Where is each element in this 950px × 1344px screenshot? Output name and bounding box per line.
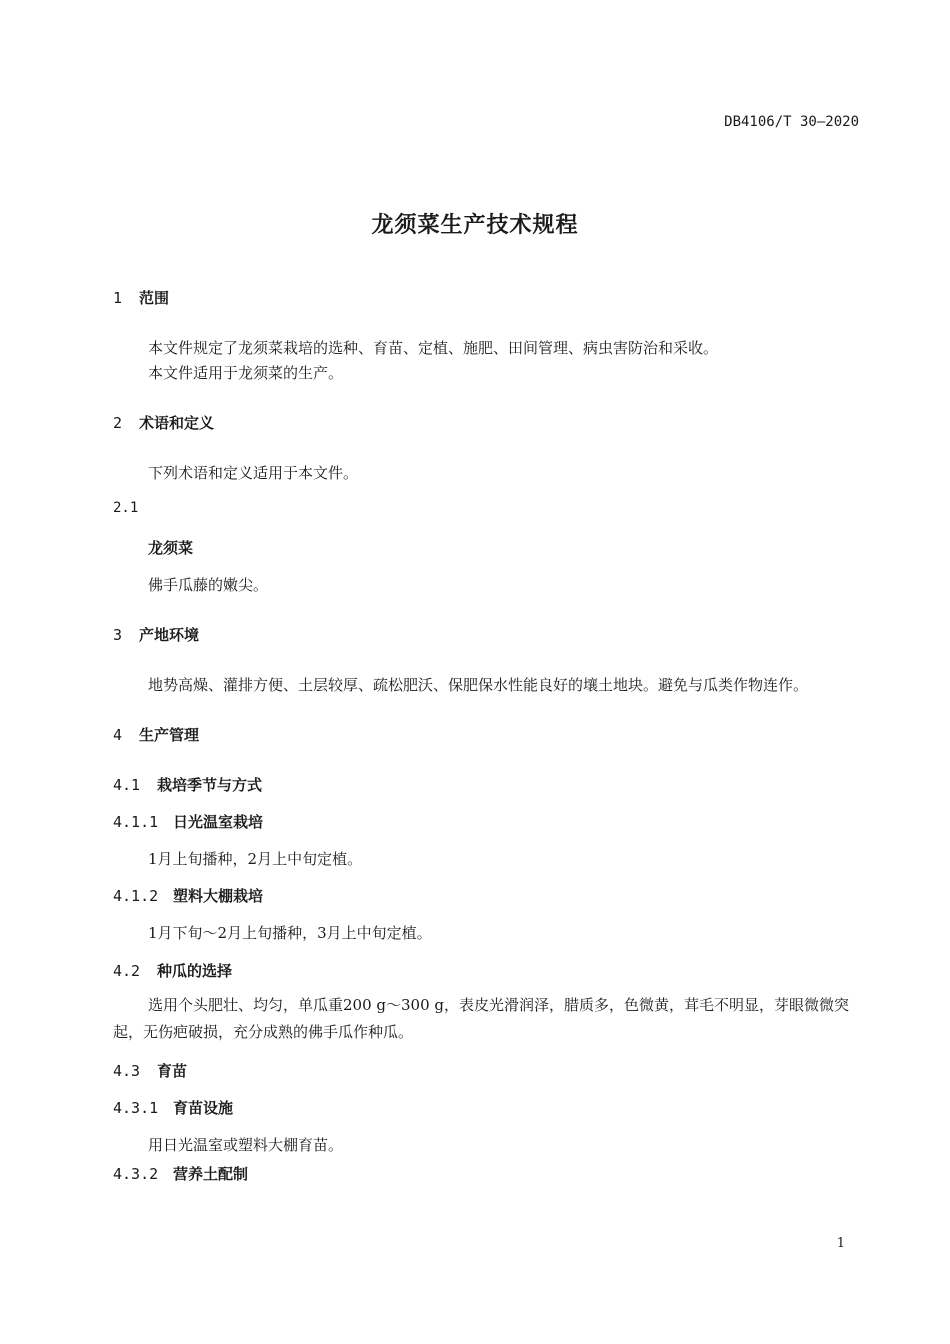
paragraph: 选用个头肥壮、均匀，单瓜重200 g～300 g，表皮光滑润泽，腊质多，色微黄，茸毛不明显，芽眼微微突起，无伤疤破损，充分成熟的佛手瓜作种瓜。 [113,996,850,1041]
section-title: 育苗设施 [173,1099,234,1117]
section-number: 4.3 [113,1062,141,1080]
section-heading-4-2 [113,960,232,981]
section-heading-4-1-2 [113,885,263,906]
section-heading-4-1-1 [113,811,263,832]
section-number: 1 [113,289,123,307]
section-number: 4 [113,726,123,744]
section-number: 4.1.2 [113,887,159,905]
section-heading-4-3-2 [113,1163,248,1184]
section-title: 种瓜的选择 [157,962,233,980]
paragraph: 1月下旬～2月上旬播种，3月上中旬定植。 [148,924,432,942]
section-heading-2 [113,412,214,433]
paragraph: 本文件适用于龙须菜的生产。 [148,364,344,382]
section-title: 生产管理 [139,726,200,744]
section-number: 4.1 [113,776,141,794]
clause-number-2-1: 2.1 [113,500,139,516]
page-number: 1 [836,1236,845,1251]
section-number: 2 [113,414,123,432]
section-heading-3 [113,624,199,645]
section-title: 塑料大棚栽培 [173,887,264,905]
section-title: 产地环境 [139,626,200,644]
paragraph: 本文件规定了龙须菜栽培的选种、育苗、定植、施肥、田间管理、病虫害防治和采收。 [148,339,719,357]
standard-code: DB4106/T 30—2020 [724,114,859,130]
paragraph: 地势高燥、灌排方便、土层较厚、疏松肥沃、保肥保水性能良好的壤土地块。避免与瓜类作物连作。 [148,676,809,694]
term-name: 龙须菜 [148,539,194,557]
section-heading-4 [113,724,199,745]
paragraph: 1月上旬播种，2月上中旬定植。 [148,850,363,868]
section-number: 4.1.1 [113,813,159,831]
section-heading-4-1 [113,774,262,795]
paragraph: 用日光温室或塑料大棚育苗。 [148,1136,344,1154]
section-title: 营养土配制 [173,1165,249,1183]
section-title: 日光温室栽培 [173,813,264,831]
section-heading-1 [113,287,169,308]
section-title: 术语和定义 [139,414,215,432]
section-title: 育苗 [157,1062,188,1080]
section-title: 栽培季节与方式 [157,776,263,794]
section-heading-4-3 [113,1060,187,1081]
document-title: 龙须菜生产技术规程 [371,213,579,238]
term-definition: 佛手瓜藤的嫩尖。 [148,576,269,594]
paragraph: 下列术语和定义适用于本文件。 [148,464,359,482]
section-heading-4-3-1 [113,1097,233,1118]
section-number: 3 [113,626,123,644]
section-number: 4.2 [113,962,141,980]
section-number: 4.3.2 [113,1165,159,1183]
section-title: 范围 [139,289,170,307]
section-number: 4.3.1 [113,1099,159,1117]
